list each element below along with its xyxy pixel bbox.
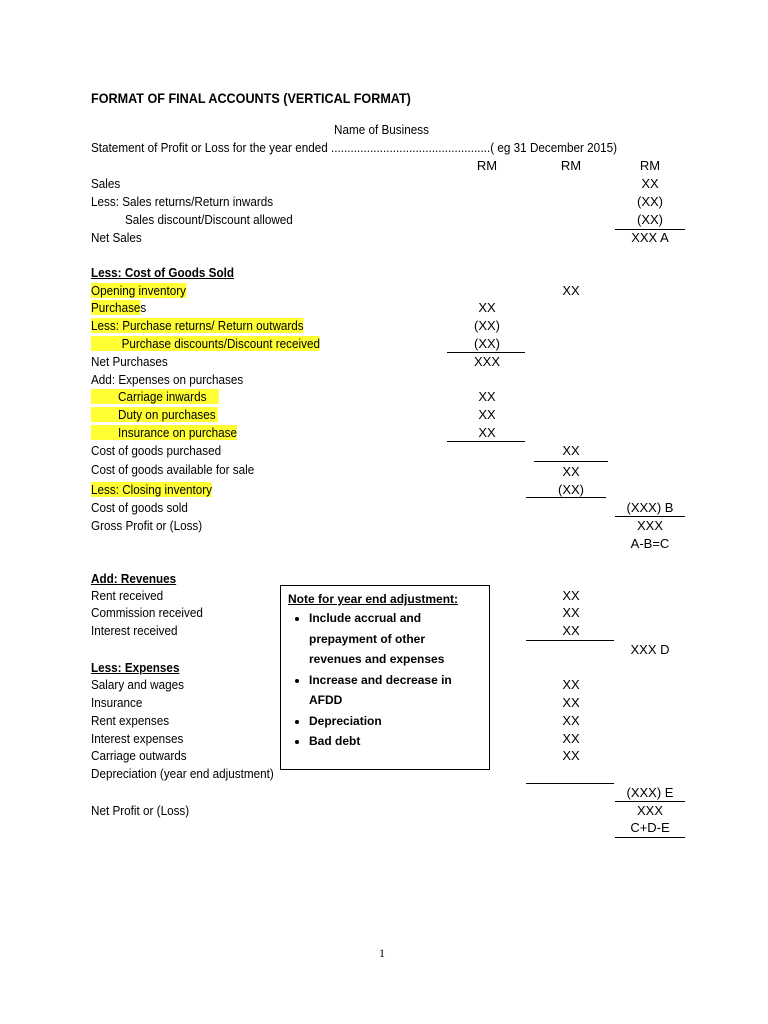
sales-returns-value: (XX) — [637, 194, 663, 209]
purchases-label-rest: s — [140, 300, 147, 315]
col-header-3: RM — [639, 158, 661, 173]
statement-heading: Statement of Profit or Loss for the year ended .................................................( eg 31 December 2015) — [91, 140, 618, 155]
purchase-returns-value: (XX) — [474, 318, 500, 333]
net-profit-value: XXX — [636, 803, 663, 818]
expense-label: Interest expenses — [91, 731, 184, 746]
expense-label: Rent expenses — [91, 713, 170, 728]
opening-inventory-label: Opening inventory — [91, 283, 186, 298]
purchases-label-highlight: Purchase — [91, 300, 141, 315]
expense-label: Carriage outwards — [91, 748, 187, 763]
note-box — [280, 585, 490, 770]
add-expenses-label: Add: Expenses on purchases — [91, 372, 244, 387]
net-sales-value: XXX A — [631, 230, 669, 245]
note-item: • Include accrual and prepayment of other revenues and expenses — [309, 608, 479, 670]
expense-label: Insurance — [91, 695, 143, 710]
revenue-label: Rent received — [91, 588, 164, 603]
note-title: Note for year end adjustment: — [288, 592, 459, 606]
duty-value: XX — [478, 407, 496, 422]
revenue-value: XX — [562, 605, 580, 620]
expenses-heading: Less: Expenses — [91, 660, 180, 675]
cogs-value: (XXX) B — [626, 500, 674, 515]
closing-inventory-label: Less: Closing inventory — [91, 482, 212, 497]
rule-expenses-purchases — [447, 441, 525, 442]
rule-cost-purchased — [534, 461, 608, 462]
net-profit-label: Net Profit or (Loss) — [91, 803, 190, 818]
gross-profit-label: Gross Profit or (Loss) — [91, 518, 203, 533]
expense-label: Depreciation (year end adjustment) — [91, 766, 274, 781]
net-purchases-label: Net Purchases — [91, 354, 168, 369]
page-title: FORMAT OF FINAL ACCOUNTS (VERTICAL FORMAT) — [91, 90, 411, 106]
cost-purchased-label: Cost of goods purchased — [91, 443, 222, 458]
note-item: • Bad debt — [309, 731, 479, 752]
rule-revenues — [526, 640, 614, 641]
purchase-discounts-value: (XX) — [474, 336, 500, 351]
col-header-2: RM — [560, 158, 582, 173]
opening-inventory-value: XX — [562, 283, 580, 298]
gross-profit-formula: A-B=C — [630, 536, 670, 551]
sales-discount-label: Sales discount/Discount allowed — [125, 212, 293, 227]
available-label: Cost of goods available for sale — [91, 462, 255, 477]
insurance-purchase-label: Insurance on purchase — [91, 425, 237, 440]
expense-label: Salary and wages — [91, 677, 185, 692]
revenue-label: Commission received — [91, 605, 203, 620]
carriage-inwards-value: XX — [478, 389, 496, 404]
expense-value: XX — [562, 748, 580, 763]
cost-purchased-value: XX — [562, 443, 580, 458]
sales-returns-label: Less: Sales returns/Return inwards — [91, 194, 274, 209]
note-item: • Depreciation — [309, 711, 479, 732]
gross-profit-value: XXX — [636, 518, 663, 533]
note-list — [285, 608, 479, 752]
business-name: Name of Business — [334, 122, 429, 137]
sales-value: XX — [641, 176, 659, 191]
expense-value: XX — [562, 731, 580, 746]
net-sales-label: Net Sales — [91, 230, 142, 245]
rule-expenses-total — [615, 801, 685, 802]
expense-value: XX — [562, 677, 580, 692]
col-header-1: RM — [476, 158, 498, 173]
revenue-value: XX — [562, 623, 580, 638]
rule-closing-inventory — [526, 497, 606, 498]
rule-net-profit — [615, 837, 685, 838]
sales-discount-value: (XX) — [637, 212, 663, 227]
closing-inventory-value: (XX) — [558, 482, 584, 497]
revenues-total: XXX D — [630, 642, 670, 657]
duty-label: Duty on purchases — [91, 407, 218, 422]
purchase-discounts-label: Purchase discounts/Discount received — [91, 336, 320, 351]
cogs-label: Cost of goods sold — [91, 500, 188, 515]
sales-label: Sales — [91, 176, 121, 191]
expense-value: XX — [562, 695, 580, 710]
purchase-returns-label: Less: Purchase returns/ Return outwards — [91, 318, 304, 333]
expense-value: XX — [562, 713, 580, 728]
net-profit-formula: C+D-E — [630, 820, 670, 835]
revenue-value: XX — [562, 588, 580, 603]
net-purchases-value: XXX — [473, 354, 500, 369]
insurance-purchase-value: XX — [478, 425, 496, 440]
carriage-inwards-label: Carriage inwards — [91, 389, 219, 404]
rule-expenses — [526, 783, 614, 784]
revenues-heading: Add: Revenues — [91, 571, 177, 586]
available-value: XX — [562, 464, 580, 479]
rule-net-purchases — [447, 352, 525, 353]
expenses-total: (XXX) E — [626, 785, 674, 800]
purchases-value: XX — [478, 300, 496, 315]
rule-cogs — [615, 516, 685, 517]
cogs-heading: Less: Cost of Goods Sold — [91, 265, 235, 280]
note-item: • Increase and decrease in AFDD — [309, 670, 479, 711]
page-number: 1 — [379, 946, 385, 960]
revenue-label: Interest received — [91, 623, 178, 638]
